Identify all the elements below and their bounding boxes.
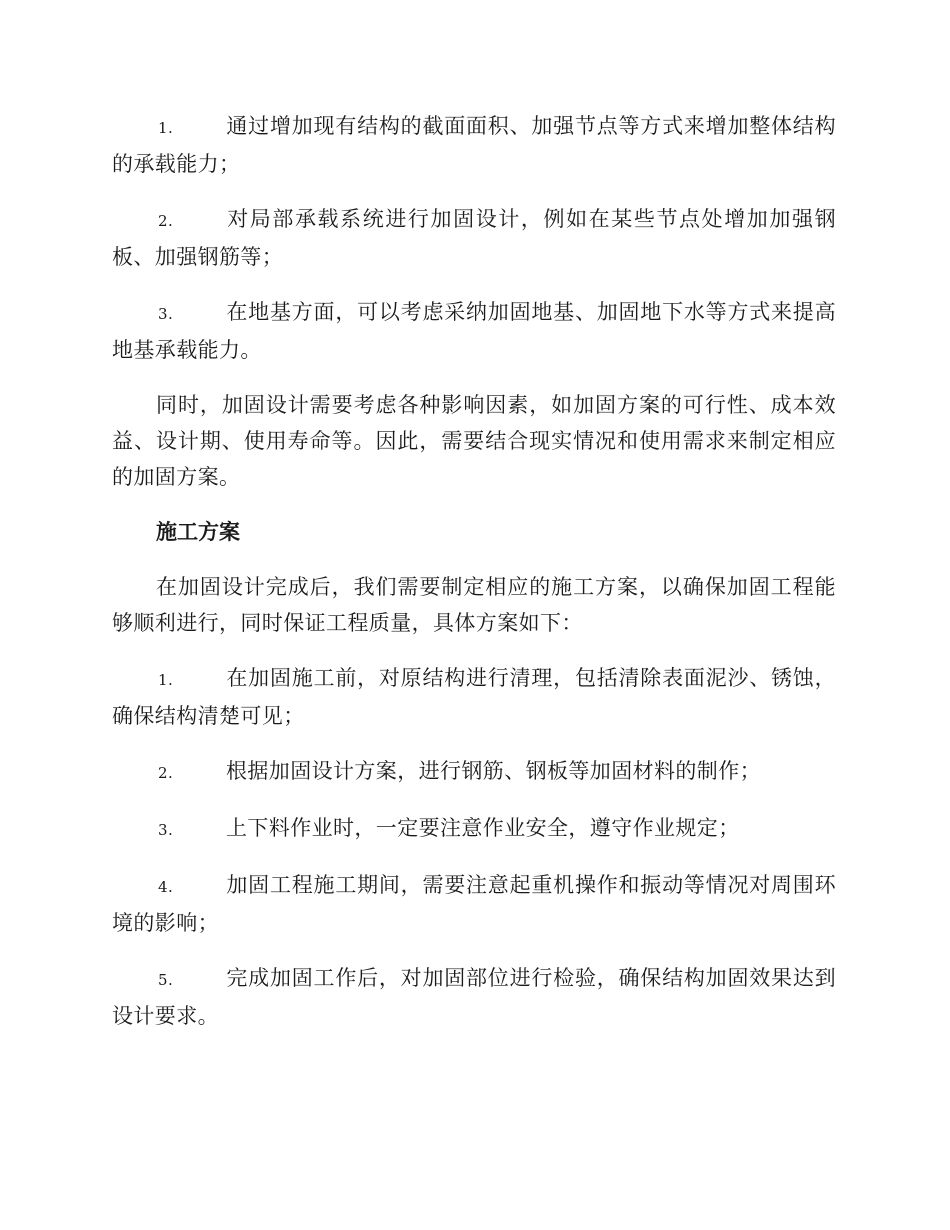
list-text: 在地基方面，可以考虑采纳加固地基、加固地下水等方式来提高地基承载能力。 (112, 300, 836, 362)
list-number: 4. (158, 878, 174, 896)
document-page (112, 108, 836, 1053)
list-text: 完成加固工作后，对加固部位进行检验，确保结构加固效果达到设计要求。 (112, 966, 836, 1028)
section-heading: 施工方案 (156, 520, 240, 544)
construction-list-item-5 (112, 960, 836, 1034)
construction-list-item-2 (112, 753, 836, 791)
list-number: 1. (158, 671, 174, 689)
list-number: 3. (158, 305, 174, 323)
list-number: 2. (158, 212, 174, 230)
design-paragraph: 同时，加固设计需要考虑各种影响因素，如加固方案的可行性、成本效益、设计期、使用寿命等。因此，需要结合现实情况和使用需求来制定相应的加固方案。 (112, 393, 836, 489)
construction-list-item-3 (112, 810, 836, 848)
construction-list-item-1 (112, 660, 836, 734)
list-text: 上下料作业时，一定要注意作业安全，遵守作业规定； (226, 816, 740, 840)
list-text: 对局部承载系统进行加固设计，例如在某些节点处增加加强钢板、加强钢筋等； (112, 207, 836, 269)
design-list-item-2 (112, 201, 836, 275)
construction-list-item-4 (112, 867, 836, 941)
design-list-item-3 (112, 294, 836, 368)
list-number: 2. (158, 764, 174, 782)
design-list-item-1 (112, 108, 836, 182)
list-text: 根据加固设计方案，进行钢筋、钢板等加固材料的制作； (226, 759, 761, 783)
list-number: 3. (158, 821, 174, 839)
list-text: 在加固施工前，对原结构进行清理，包括清除表面泥沙、锈蚀，确保结构清楚可见； (112, 666, 836, 728)
list-text: 加固工程施工期间，需要注意起重机操作和振动等情况对周围环境的影响； (112, 873, 836, 935)
list-number: 5. (158, 971, 174, 989)
list-number: 1. (158, 119, 174, 137)
construction-intro: 在加固设计完成后，我们需要制定相应的施工方案，以确保加固工程能够顺利进行，同时保证工程质量，具体方案如下： (112, 575, 836, 635)
list-text: 通过增加现有结构的截面面积、加强节点等方式来增加整体结构的承载能力； (112, 114, 836, 176)
